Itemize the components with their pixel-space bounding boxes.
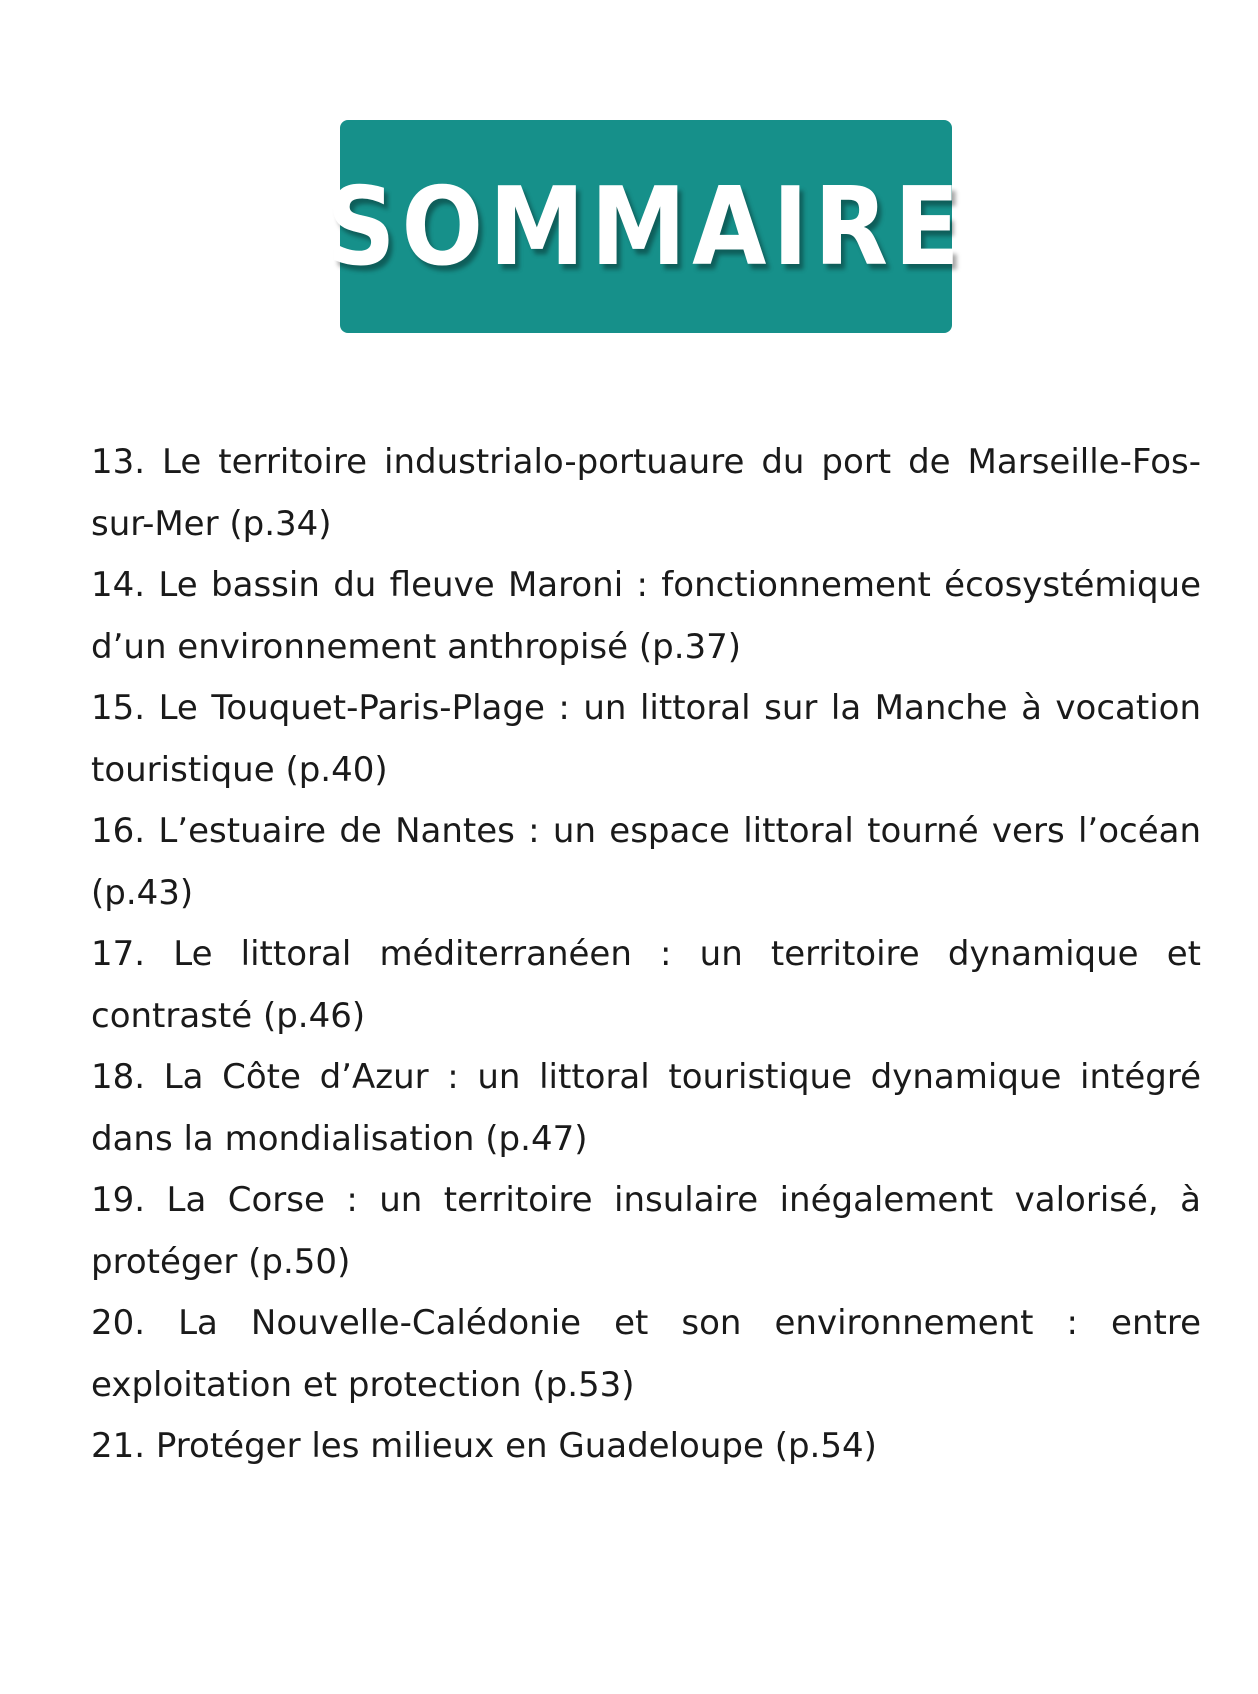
toc-item: 15. Le Touquet-Paris-Plage : un littoral sur la Manche à vocation touristique (p.40) <box>91 688 1201 790</box>
toc-item: 17. Le littoral méditerranéen : un territoire dynamique et contrasté (p.46) <box>91 934 1201 1036</box>
table-of-contents <box>91 432 1201 1478</box>
toc-item: 14. Le bassin du fleuve Maroni : fonctionnement écosystémique d’un environnement anthropisé (p.37) <box>91 565 1201 667</box>
page-title: SOMMAIRE <box>326 163 966 290</box>
toc-item: 18. La Côte d’Azur : un littoral touristique dynamique intégré dans la mondialisation (p.47) <box>91 1057 1201 1159</box>
toc-item: 21. Protéger les milieux en Guadeloupe (p.54) <box>91 1426 877 1466</box>
toc-item: 20. La Nouvelle-Calédonie et son environnement : entre exploitation et protection (p.53) <box>91 1303 1201 1405</box>
toc-item: 19. La Corse : un territoire insulaire inégalement valorisé, à protéger (p.50) <box>91 1180 1201 1282</box>
toc-item: 13. Le territoire industrialo-portuaure du port de Marseille-Fos-sur-Mer (p.34) <box>91 442 1201 544</box>
toc-item: 16. L’estuaire de Nantes : un espace littoral tourné vers l’océan (p.43) <box>91 811 1201 913</box>
title-banner <box>326 120 966 333</box>
